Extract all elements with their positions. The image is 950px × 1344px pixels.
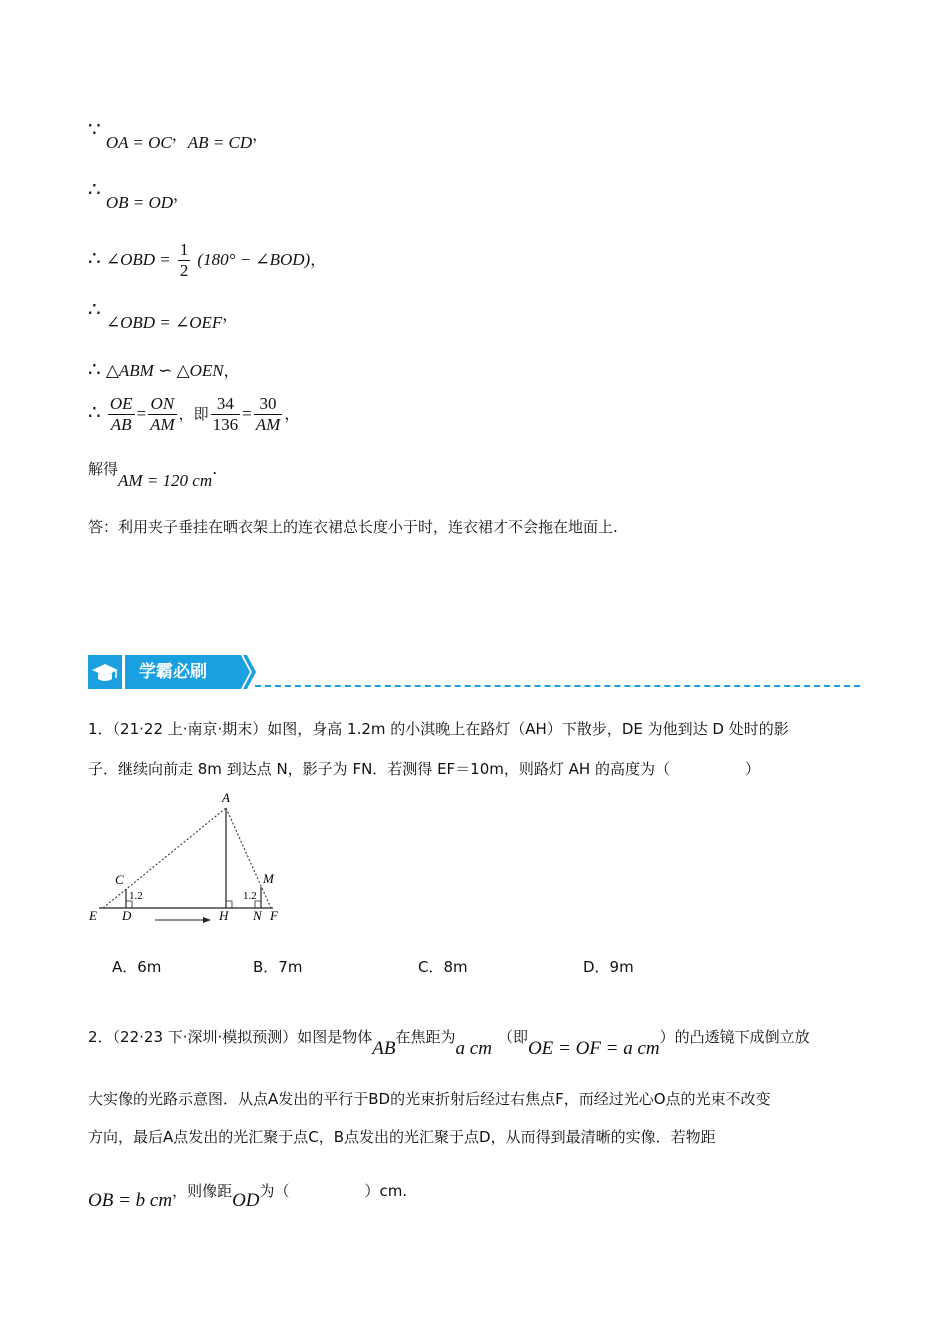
math-am-120: AM = 120 cm bbox=[118, 471, 213, 490]
separator: ， bbox=[252, 125, 269, 144]
section-divider bbox=[255, 685, 860, 687]
solve-label: 解得 bbox=[88, 460, 119, 478]
chevron-right-icon bbox=[232, 655, 258, 693]
solution-line-6 bbox=[88, 394, 300, 435]
math-angle-obd: ∠OBD = bbox=[105, 250, 171, 269]
math-oe-of: OE = OF = a cm bbox=[527, 1038, 660, 1059]
q2-line-2: 大实像的光路示意图．从点A发出的平行于BD的光束折射后经过右焦点F，而经过光心O点的光束不改变 bbox=[88, 1090, 771, 1108]
q1-option-d[interactable]: D．9m bbox=[583, 958, 634, 976]
math-ob-od: OB = OD bbox=[105, 193, 174, 212]
q2-text: ）的凸透镜下成倒立放 bbox=[659, 1028, 810, 1046]
math-ob-b: OB = b cm bbox=[88, 1190, 173, 1211]
label-E: E bbox=[89, 908, 97, 923]
q1-line-2: 子．继续向前走 8m 到达点 N，影子为 FN．若测得 EF＝10m，则路灯 AH 的高度为（ ） bbox=[88, 760, 760, 778]
fraction-34-136: $\frac{34}{136}$ bbox=[212, 394, 239, 434]
separator: ， bbox=[171, 125, 188, 144]
fraction-on-am: $\frac{ON}{AM}$ bbox=[150, 394, 175, 434]
math-similar-triangles: △ABM ∽ △OEN bbox=[105, 361, 224, 380]
therefore-symbol: ∴ bbox=[88, 177, 101, 201]
math-ab: AB bbox=[372, 1038, 396, 1059]
label-A: A bbox=[222, 790, 230, 805]
separator: ， bbox=[222, 305, 239, 324]
therefore-symbol: ∴ bbox=[88, 400, 101, 424]
equals: = bbox=[136, 404, 147, 423]
math-ab-cd: AB = CD bbox=[187, 133, 253, 152]
math-180-minus-bod: (180° − ∠BOD) bbox=[197, 250, 311, 269]
equals: = bbox=[242, 404, 252, 423]
q2-text: 为（ ）cm. bbox=[259, 1182, 408, 1200]
section-title: 学霸必刷 bbox=[125, 655, 235, 689]
label-M: M bbox=[263, 871, 274, 886]
because-symbol: ∵ bbox=[88, 117, 101, 141]
q2-line-1 bbox=[88, 1026, 810, 1059]
label-height-2: 1.2 bbox=[243, 890, 257, 902]
label-height-1: 1.2 bbox=[129, 890, 143, 902]
math-oa-oc: OA = OC bbox=[105, 133, 172, 152]
therefore-symbol: ∴ bbox=[88, 357, 101, 381]
label-F: F bbox=[270, 908, 278, 923]
separator: . bbox=[212, 459, 218, 478]
solution-line-4 bbox=[88, 297, 239, 332]
q1-option-b[interactable]: B．7m bbox=[253, 958, 303, 976]
separator: ， bbox=[223, 361, 240, 380]
math-angle-equality: ∠OBD = ∠OEF bbox=[105, 313, 223, 332]
label-D: D bbox=[122, 908, 132, 923]
label-N: N bbox=[253, 908, 262, 923]
fraction-30-am: $\frac{30}{AM}$ bbox=[255, 394, 281, 434]
q2-text: 2．（22·23 下·深圳·模拟预测）如图是物体 bbox=[88, 1028, 373, 1046]
separator: ， bbox=[310, 250, 327, 269]
q2-text: （即 bbox=[497, 1028, 528, 1046]
math-a-cm: a cm bbox=[455, 1038, 492, 1059]
therefore-symbol: ∴ bbox=[88, 246, 101, 270]
q2-line-3: 方向，最后A点发出的光汇聚于点C，B点发出的光汇聚于点D，从而得到最清晰的实像．若物距 bbox=[88, 1128, 716, 1146]
solution-line-1 bbox=[88, 117, 269, 152]
fraction-half: $\frac{1}{2}$ bbox=[179, 240, 189, 280]
fraction-oe-ab: $\frac{OE}{AB}$ bbox=[109, 394, 133, 434]
q1-option-a[interactable]: A．6m bbox=[112, 958, 162, 976]
solution-line-3 bbox=[88, 240, 326, 281]
q1-line-1: 1．（21·22 上·南京·期末）如图，身高 1.2m 的小淇晚上在路灯（AH）下散步，DE 为他到达 D 处时的影 bbox=[88, 720, 789, 738]
separator: ， bbox=[173, 185, 190, 204]
text-ji: ，即 bbox=[178, 405, 209, 423]
solution-line-5 bbox=[88, 358, 240, 381]
q2-text: 在焦距为 bbox=[395, 1028, 456, 1046]
solution-line-7 bbox=[88, 458, 218, 490]
label-H: H bbox=[219, 908, 229, 923]
label-C: C bbox=[115, 872, 124, 887]
math-od: OD bbox=[232, 1190, 260, 1211]
graduation-cap-icon bbox=[88, 655, 122, 689]
q1-figure bbox=[85, 788, 285, 928]
q1-option-c[interactable]: C．8m bbox=[418, 958, 468, 976]
separator: ， bbox=[284, 404, 301, 423]
answer-text: 答：利用夹子垂挂在晒衣架上的连衣裙总长度小于时，连衣裙才不会拖在地面上. bbox=[88, 518, 618, 536]
q2-line-4 bbox=[88, 1180, 408, 1211]
therefore-symbol: ∴ bbox=[88, 297, 101, 321]
solution-line-2 bbox=[88, 177, 190, 212]
q2-text: ，则像距 bbox=[172, 1182, 233, 1200]
